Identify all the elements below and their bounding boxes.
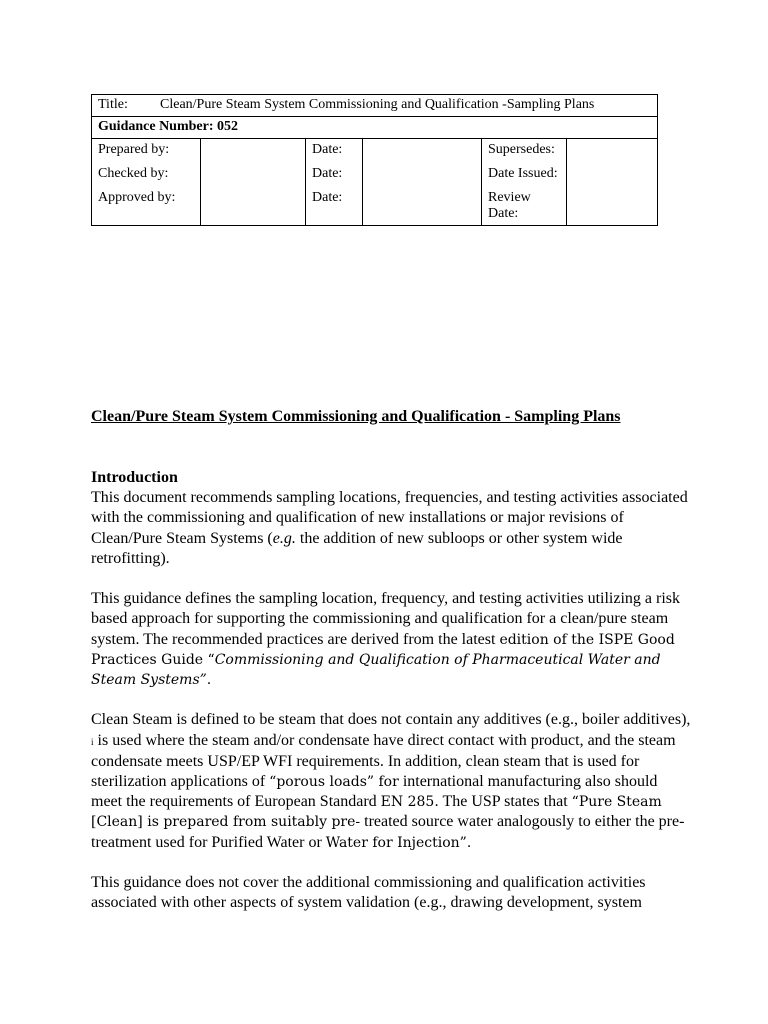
approved-by-label: Approved by: xyxy=(92,187,201,226)
supersedes-value xyxy=(567,138,658,163)
paragraph-1: This document recommends sampling locations, frequencies, and testing activities associated with the commissioning and qualification of new installations or major revisions of Clean/Pure Steam Systems (e.g. the addition of new subloops or other system wide retrofitting). xyxy=(91,489,688,567)
title-cell xyxy=(92,95,658,117)
title-label: Title: xyxy=(98,97,128,112)
prepared-by-value xyxy=(201,138,306,163)
paragraph-4: This guidance does not cover the additional commissioning and qualification activities associated with other aspects of system validation (e.g., drawing development, system xyxy=(91,874,646,912)
paragraph-2: This guidance defines the sampling location, frequency, and testing activities utilizing a risk based approach for supporting the commissioning and qualification for a clean/pure steam system. The recommended practices are derived from the latest edition of the ISPE Good Practices Guide “Commissioning and Qualification of Pharmaceutical Water and Steam Systems”. xyxy=(91,590,681,689)
approved-date-label: Date: xyxy=(306,187,363,226)
approved-date-value xyxy=(363,187,482,226)
checked-date-value xyxy=(363,163,482,187)
review-date-label: Review Date: xyxy=(482,187,567,226)
paragraph-3: Clean Steam is defined to be steam that does not contain any additives (e.g., boiler additives), i is used where the steam and/or condensate have direct contact with product, and the steam condensate meets USP/EP WFI requirements. In addition, clean steam that is used for sterilization applications of “porous loads” for international manufacturing also should meet the requirements of European Standard EN 285. The USP states that “Pure Steam [Clean] is prepared from suitably pre- treated source water analogously to either the pre-treatment used for Purified Water or Water for Injection”. xyxy=(91,711,691,851)
introduction-heading: Introduction xyxy=(91,469,178,486)
supersedes-label: Supersedes: xyxy=(482,138,567,163)
checked-date-label: Date: xyxy=(306,163,363,187)
date-issued-label: Date Issued: xyxy=(482,163,567,187)
checked-by-value xyxy=(201,163,306,187)
prepared-date-value xyxy=(363,138,482,163)
date-issued-value xyxy=(567,163,658,187)
title-value: Clean/Pure Steam System Commissioning and Qualification -Sampling Plans xyxy=(160,97,595,112)
guidance-number: Guidance Number: 052 xyxy=(92,116,658,138)
signoff-row-checked xyxy=(92,163,658,187)
review-date-value xyxy=(567,187,658,226)
prepared-date-label: Date: xyxy=(306,138,363,163)
document-title: Clean/Pure Steam System Commissioning and Qualification - Sampling Plans xyxy=(91,408,621,425)
signoff-row-approved xyxy=(92,187,658,226)
document-body xyxy=(91,468,691,934)
checked-by-label: Checked by: xyxy=(92,163,201,187)
approved-by-value xyxy=(201,187,306,226)
document-header-table xyxy=(91,94,658,226)
prepared-by-label: Prepared by: xyxy=(92,138,201,163)
signoff-row-prepared xyxy=(92,138,658,163)
